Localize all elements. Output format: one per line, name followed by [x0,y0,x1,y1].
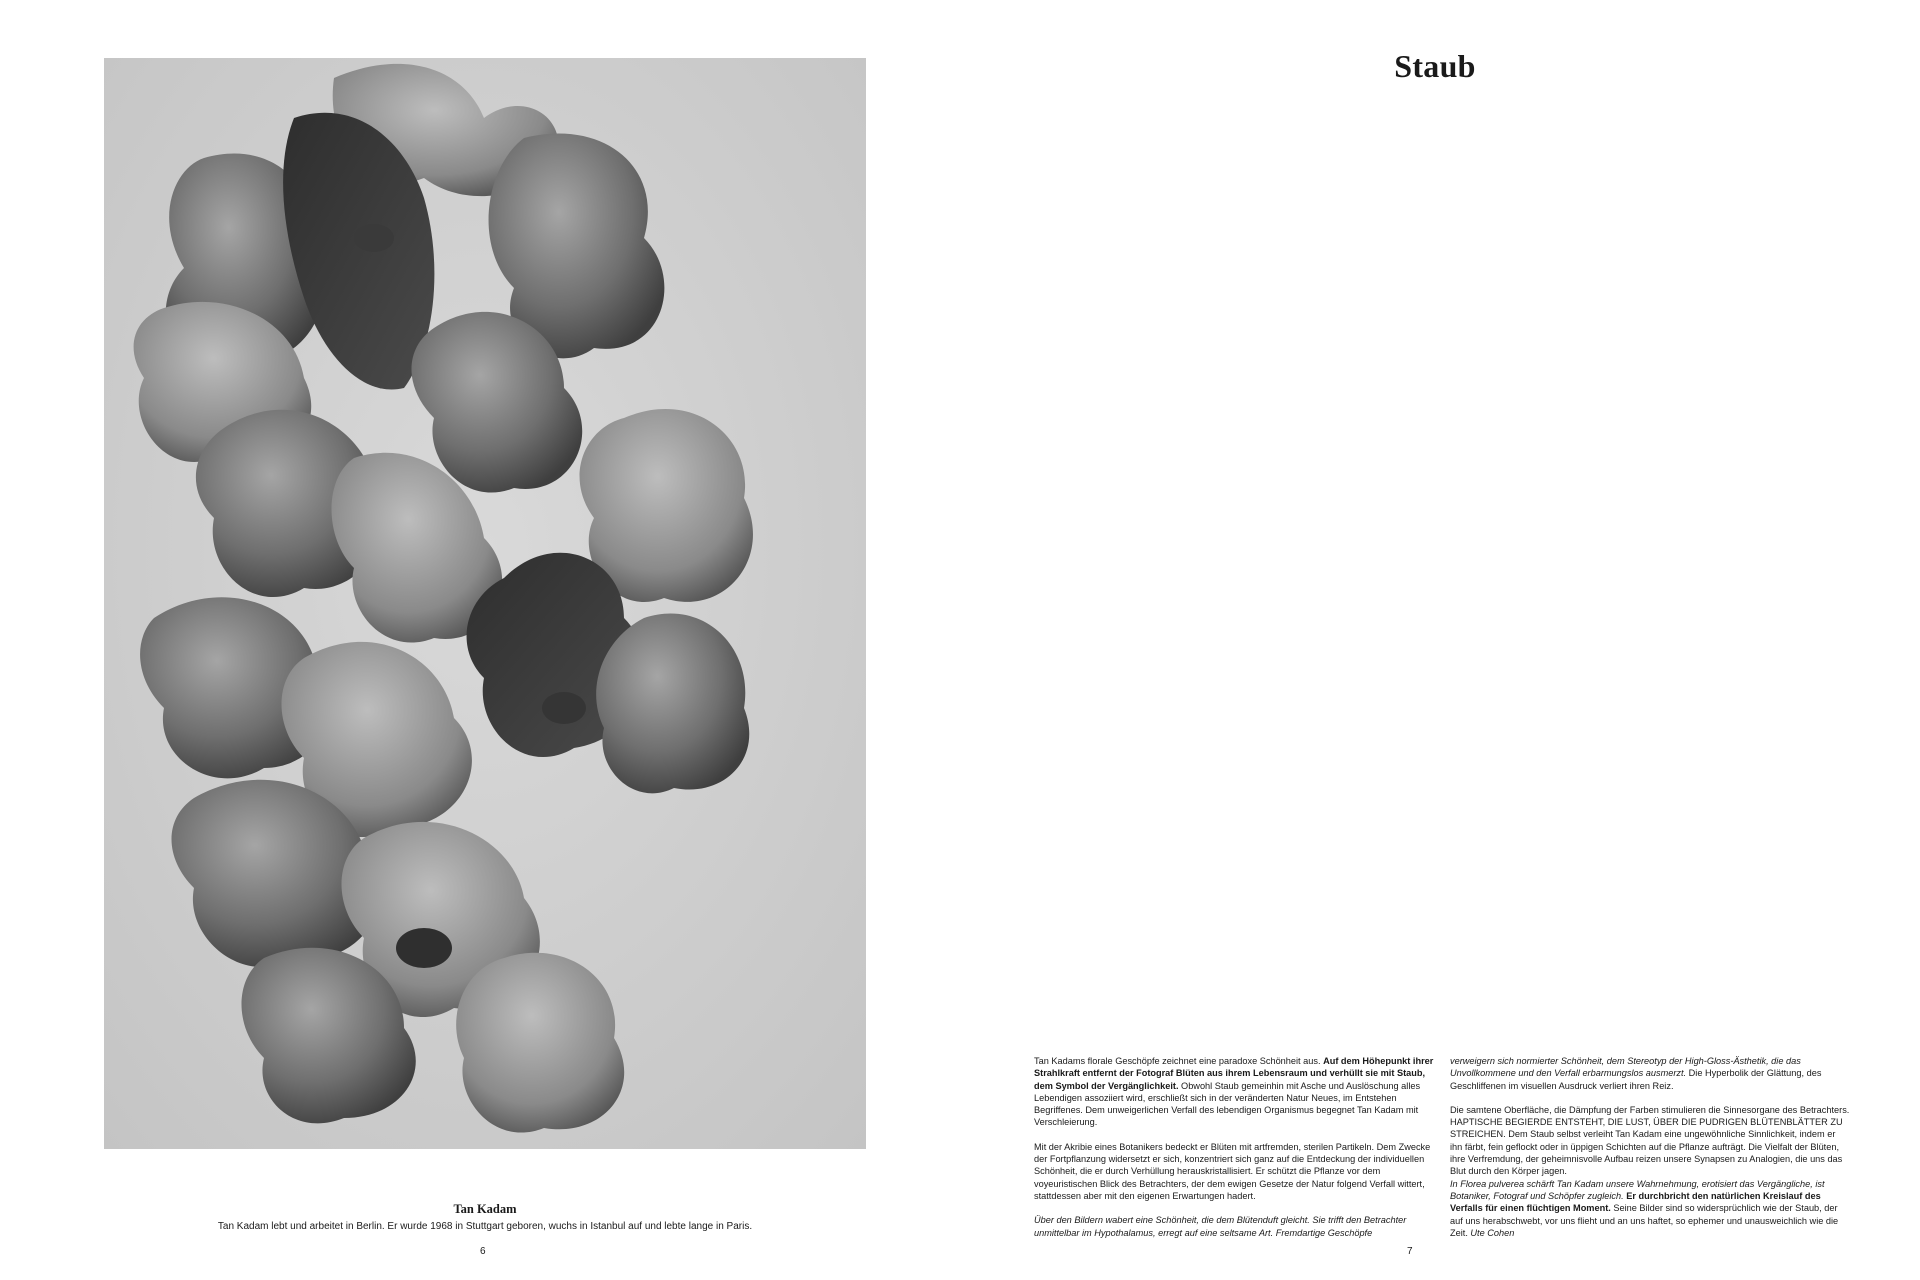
paragraph-text: Tan Kadams florale Geschöpfe zeichnet eine paradoxe Schönheit aus. [1034,1056,1324,1066]
article-headline: Staub [1394,48,1476,84]
paragraph [1034,1055,1434,1129]
text-column-1 [1034,1055,1434,1251]
author-name: Ute Cohen [1470,1227,1515,1238]
paragraph-italic [1034,1214,1434,1239]
paragraph-text: Obwohl Staub gemeinhin mit Asche und Auslöschung alles Lebendigen assoziiert wird, erschließt sich in der veränderten Natur Neues, im Entstehen Begriffenes. Dem unweigerlichen Verfall des lebendigen Organismus begegnet Tan Kadam mit Verschleierung. [1034,1080,1421,1128]
paragraph: Mit der Akribie eines Botanikers bedeckt er Blüten mit artfremden, sterilen Partikeln. Dem Zwecke der Fortpflanzung widersetzt er sich, konzentriert sich ganz auf die Entdeckung der individuellen Schönheit, die er durch Verhüllung herauskristallisiert. Er schützt die Pflanze vor dem voyeuristischen Blick des Betrachters, der dem ewigen Gesetze der Natur folgend Verfall wittert, stattdessen aber mit den eigenen Erwartungen hadert. [1034,1141,1431,1201]
paragraph-italic-text: verweigern sich normierter Schönheit, dem Stereotyp der High-Gloss-Ästhetik, die das Unvollkommene und den Verfall erbarmungslos ausmerzt. [1450,1056,1801,1079]
orchid-photograph [104,58,866,1149]
caption-title: Tan Kadam [453,1202,517,1216]
right-page [960,0,1920,1280]
paragraph [1450,1178,1850,1239]
page-number: 6 [480,1246,486,1257]
paragraph-italic-text: In Florea pulverea schärft Tan Kadam unsere Wahrnehmung, erotisiert das Vergängliche, ist Botaniker, Fotograf und Schöpfer zugleich. [1450,1178,1825,1201]
paragraph-text: Die Hyperbolik der Glättung, des Geschliffenen im visuellen Ausdruck verliert ihren Reiz. [1450,1068,1822,1091]
page-number: 7 [1407,1246,1413,1257]
paragraph-text: Seine Bilder sind so widersprüchlich wie der Staub, der auf uns herabschwebt, vor uns flieht und an uns haftet, so ephemer und unausweichlich wie die Zeit. [1450,1203,1839,1238]
caption-text: Tan Kadam lebt und arbeitet in Berlin. Er wurde 1968 in Stuttgart geboren, wuchs in Istanbul auf und lebte lange in Paris. [217,1221,753,1232]
paragraph-bold-text: Er durchbricht den natürlichen Kreislauf des Verfalls für einen flüchtigen Moment. [1450,1190,1821,1214]
paragraph: Die samtene Oberfläche, die Dämpfung der Farben stimulieren die Sinnesorgane des Betrachters. HAPTISCHE BEGIERDE ENTSTEHT, DIE LUST, ÜBER DIE PUDRIGEN BLÜTENBLÄTTER ZU STREICHEN. Dem Staub selbst verleiht Tan Kadam eine ungewöhnliche Sinnlichkeit, indem er ihn färbt, fein geflockt oder in üppigen Schichten auf die Pflanze aufträgt. Die Vielfalt der Blüten, ihre Verfremdung, der geheimnisvolle Aufbau reizen unsere Synapsen zu Analogien, die uns das Blut durch den Körper jagen. [1450,1104,1850,1177]
paragraph [1450,1055,1850,1092]
orchid-illustration [104,58,866,1149]
paragraph-italic-text: Über den Bildern wabert eine Schönheit, die dem Blütenduft gleicht. Sie trifft den Betrachter unmittelbar im Hypothalamus, erregt auf eine seltsame Art. Fremdartige Geschöpfe [1034,1215,1407,1238]
paragraph-bold-text: Auf dem Höhepunkt ihrer Strahlkraft entfernt der Fotograf Blüten aus ihrem Lebensraum und verhüllt sie mit Staub, dem Symbol der Vergänglichkeit. [1034,1056,1434,1091]
text-column-2 [1450,1055,1850,1251]
